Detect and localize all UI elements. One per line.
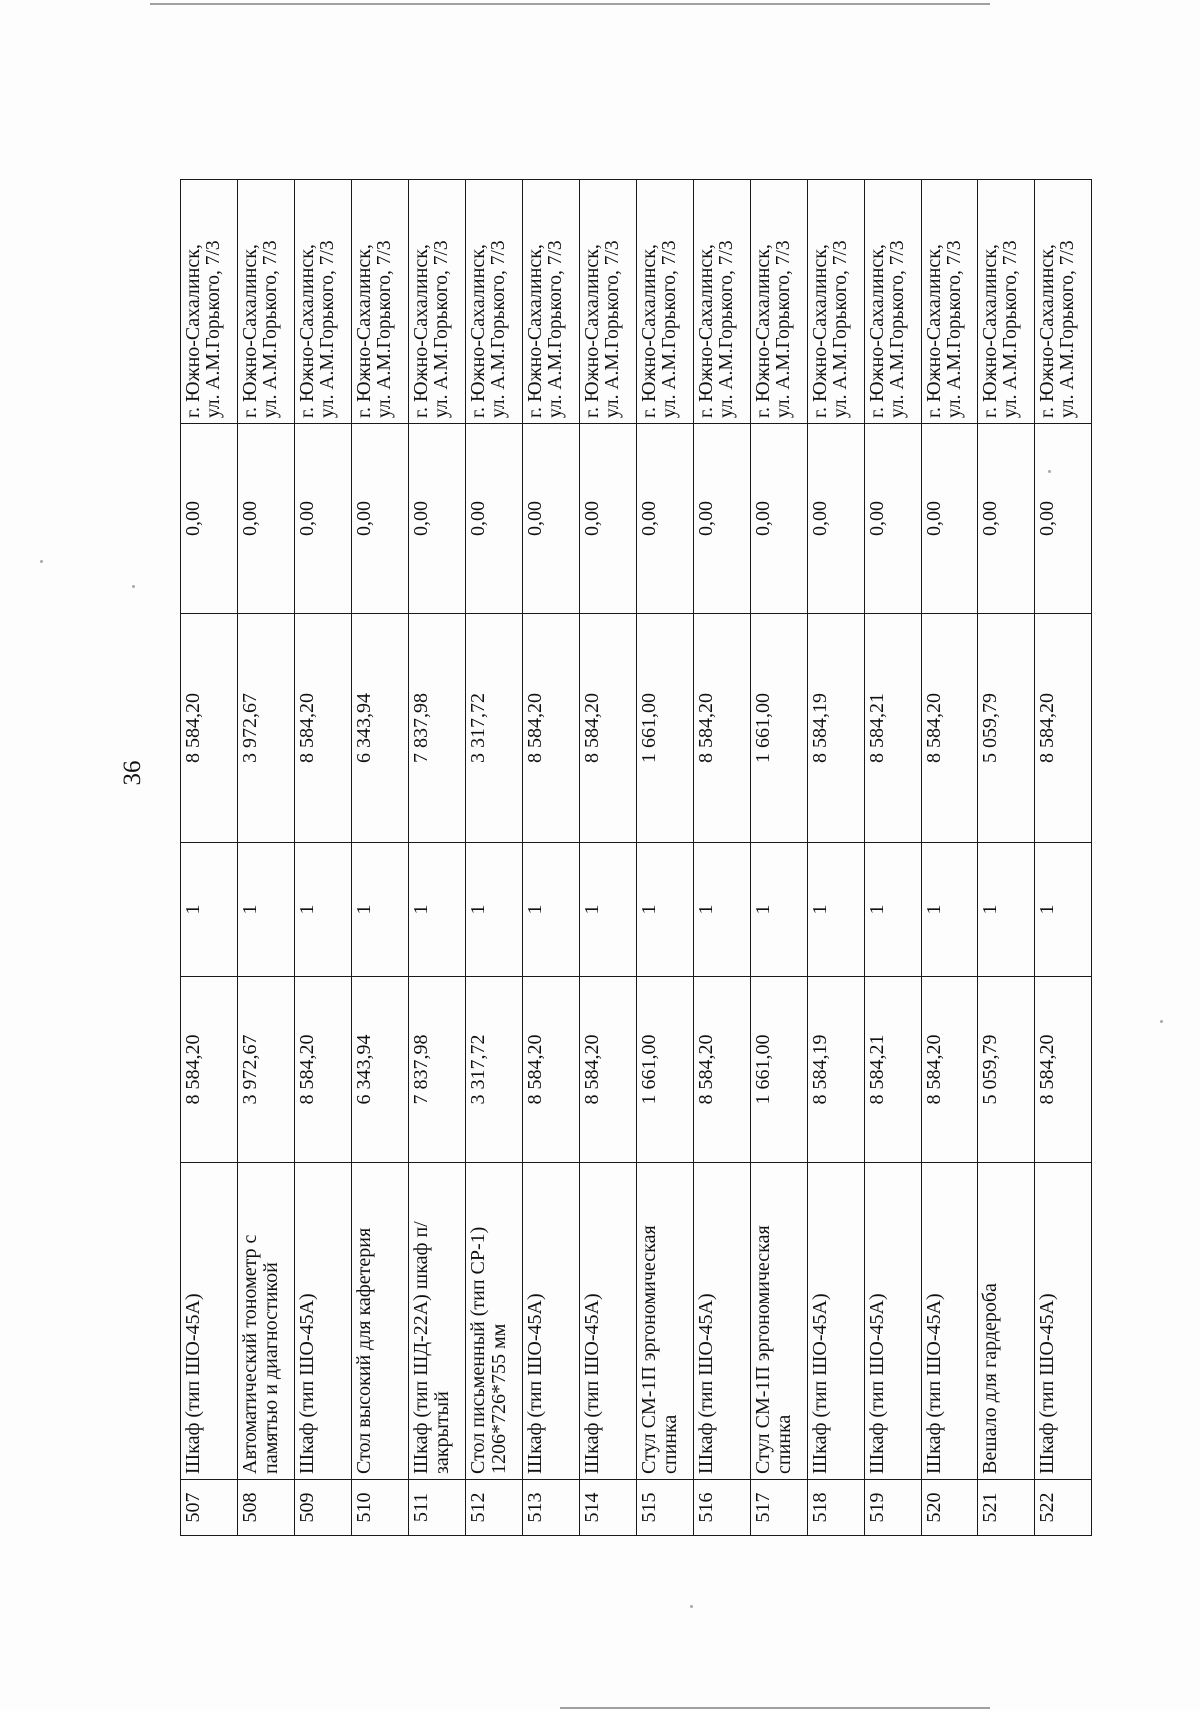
unit-value-cell: 8 584,21: [865, 977, 922, 1163]
address-cell: [295, 180, 352, 424]
quantity-cell: 1: [237, 843, 294, 977]
row-number-cell: 513: [523, 1480, 580, 1536]
total-value-cell: 8 584,20: [295, 614, 352, 843]
total-value-cell: 8 584,20: [1035, 614, 1092, 843]
total-value-cell: 8 584,20: [523, 614, 580, 843]
rotated-table-wrapper: [180, 180, 1092, 1536]
table-row: [865, 180, 922, 1536]
total-value-cell: 6 343,94: [351, 614, 408, 843]
quantity-cell: 1: [865, 843, 922, 977]
item-name-cell: Шкаф (тип ШО-45А): [523, 1163, 580, 1480]
total-value-cell: 8 584,19: [808, 614, 865, 843]
table-row: [465, 180, 522, 1536]
address-city: г. Южно-Сахалинск,: [238, 244, 261, 418]
address-cell: [750, 180, 807, 424]
scan-speck: [40, 560, 43, 563]
quantity-cell: 1: [523, 843, 580, 977]
residual-value-cell: 0,00: [351, 424, 408, 614]
item-name-cell: Стол письменный (тип СР-1) 1206*726*755 мм: [465, 1163, 522, 1480]
address-city: г. Южно-Сахалинск,: [979, 244, 1002, 418]
total-value-cell: 5 059,79: [978, 614, 1035, 843]
item-name-cell: Шкаф (тип ШО-45А): [1035, 1163, 1092, 1480]
table-row: [295, 180, 352, 1536]
row-number-cell: 519: [865, 1480, 922, 1536]
address-street: ул. А.М.Горького, 7/3: [317, 240, 339, 418]
table-row: [580, 180, 637, 1536]
item-name-cell: Шкаф (тип ШО-45А): [580, 1163, 637, 1480]
address-city: г. Южно-Сахалинск,: [352, 244, 375, 418]
row-number-cell: 507: [181, 1480, 238, 1536]
residual-value-cell: 0,00: [865, 424, 922, 614]
residual-value-cell: 0,00: [808, 424, 865, 614]
table-row: [1035, 180, 1092, 1536]
row-number-cell: 518: [808, 1480, 865, 1536]
quantity-cell: 1: [408, 843, 465, 977]
unit-value-cell: 3 972,67: [237, 977, 294, 1163]
address-street: ул. А.М.Горького, 7/3: [259, 240, 281, 418]
scan-artifact-line: [150, 3, 990, 5]
quantity-cell: 1: [580, 843, 637, 977]
address-cell: [237, 180, 294, 424]
table-row: [408, 180, 465, 1536]
table-row: [636, 180, 693, 1536]
address-cell: [1035, 180, 1092, 424]
address-cell: [808, 180, 865, 424]
address-street: ул. А.М.Горького, 7/3: [487, 240, 509, 418]
quantity-cell: 1: [750, 843, 807, 977]
unit-value-cell: 8 584,20: [295, 977, 352, 1163]
item-name-cell: Автоматический тонометр с памятью и диагностикой: [237, 1163, 294, 1480]
unit-value-cell: 8 584,20: [694, 977, 751, 1163]
address-cell: [921, 180, 978, 424]
quantity-cell: 1: [465, 843, 522, 977]
residual-value-cell: 0,00: [408, 424, 465, 614]
total-value-cell: 8 584,20: [694, 614, 751, 843]
row-number-cell: 517: [750, 1480, 807, 1536]
quantity-cell: 1: [181, 843, 238, 977]
item-name-cell: Вешало для гардероба: [978, 1163, 1035, 1480]
total-value-cell: 8 584,20: [181, 614, 238, 843]
address-city: г. Южно-Сахалинск,: [751, 244, 774, 418]
item-name-cell: Шкаф (тип ШО-45А): [865, 1163, 922, 1480]
total-value-cell: 1 661,00: [750, 614, 807, 843]
residual-value-cell: 0,00: [694, 424, 751, 614]
address-cell: [636, 180, 693, 424]
unit-value-cell: 7 837,98: [408, 977, 465, 1163]
quantity-cell: 1: [295, 843, 352, 977]
unit-value-cell: 8 584,20: [580, 977, 637, 1163]
quantity-cell: 1: [921, 843, 978, 977]
total-value-cell: 8 584,20: [580, 614, 637, 843]
address-street: ул. А.М.Горького, 7/3: [716, 240, 738, 418]
row-number-cell: 522: [1035, 1480, 1092, 1536]
residual-value-cell: 0,00: [295, 424, 352, 614]
unit-value-cell: 8 584,20: [181, 977, 238, 1163]
address-city: г. Южно-Сахалинск,: [1036, 244, 1059, 418]
address-street: ул. А.М.Горького, 7/3: [602, 240, 624, 418]
address-city: г. Южно-Сахалинск,: [296, 244, 319, 418]
residual-value-cell: 0,00: [465, 424, 522, 614]
residual-value-cell: 0,00: [978, 424, 1035, 614]
address-city: г. Южно-Сахалинск,: [466, 244, 489, 418]
table-row: [237, 180, 294, 1536]
row-number-cell: 520: [921, 1480, 978, 1536]
address-cell: [580, 180, 637, 424]
row-number-cell: 511: [408, 1480, 465, 1536]
address-city: г. Южно-Сахалинск,: [922, 244, 945, 418]
total-value-cell: 3 972,67: [237, 614, 294, 843]
table-row: [921, 180, 978, 1536]
address-street: ул. А.М.Горького, 7/3: [545, 240, 567, 418]
address-street: ул. А.М.Горького, 7/3: [830, 240, 852, 418]
row-number-cell: 516: [694, 1480, 751, 1536]
address-street: ул. А.М.Горького, 7/3: [430, 240, 452, 418]
page-number: 36: [119, 760, 146, 786]
quantity-cell: 1: [978, 843, 1035, 977]
address-city: г. Южно-Сахалинск,: [409, 244, 432, 418]
table-row: [351, 180, 408, 1536]
row-number-cell: 508: [237, 1480, 294, 1536]
address-street: ул. А.М.Горького, 7/3: [772, 240, 794, 418]
unit-value-cell: 8 584,20: [1035, 977, 1092, 1163]
residual-value-cell: 0,00: [523, 424, 580, 614]
address-cell: [978, 180, 1035, 424]
residual-value-cell: 0,00: [181, 424, 238, 614]
address-cell: [181, 180, 238, 424]
address-street: ул. А.М.Горького, 7/3: [1057, 240, 1079, 418]
address-street: ул. А.М.Горького, 7/3: [203, 240, 224, 418]
address-street: ул. А.М.Горького, 7/3: [1000, 240, 1022, 418]
address-city: г. Южно-Сахалинск,: [637, 244, 660, 418]
unit-value-cell: 8 584,19: [808, 977, 865, 1163]
residual-value-cell: 0,00: [237, 424, 294, 614]
row-number-cell: 515: [636, 1480, 693, 1536]
total-value-cell: 7 837,98: [408, 614, 465, 843]
total-value-cell: 3 317,72: [465, 614, 522, 843]
item-name-cell: Шкаф (тип ШО-45А): [295, 1163, 352, 1480]
address-city: г. Южно-Сахалинск,: [809, 244, 832, 418]
residual-value-cell: 0,00: [580, 424, 637, 614]
item-name-cell: Шкаф (тип ШО-45А): [181, 1163, 238, 1480]
total-value-cell: 1 661,00: [636, 614, 693, 843]
unit-value-cell: 1 661,00: [750, 977, 807, 1163]
item-name-cell: Шкаф (тип ШО-45А): [921, 1163, 978, 1480]
table-row: [694, 180, 751, 1536]
total-value-cell: 8 584,21: [865, 614, 922, 843]
address-cell: [465, 180, 522, 424]
scan-speck: [132, 585, 135, 588]
quantity-cell: 1: [1035, 843, 1092, 977]
address-cell: [865, 180, 922, 424]
table-row: [181, 180, 238, 1536]
address-city: г. Южно-Сахалинск,: [524, 244, 547, 418]
quantity-cell: 1: [351, 843, 408, 977]
address-city: г. Южно-Сахалинск,: [695, 244, 718, 418]
table-row: [750, 180, 807, 1536]
address-street: ул. А.М.Горького, 7/3: [658, 240, 680, 418]
unit-value-cell: 8 584,20: [523, 977, 580, 1163]
address-cell: [408, 180, 465, 424]
table-row: [523, 180, 580, 1536]
address-city: г. Южно-Сахалинск,: [581, 244, 604, 418]
table-row: [978, 180, 1035, 1536]
scan-speck: [1160, 1020, 1163, 1023]
address-cell: [694, 180, 751, 424]
item-name-cell: Шкаф (тип ШО-45А): [808, 1163, 865, 1480]
address-cell: [523, 180, 580, 424]
item-name-cell: Стул СМ-1П эргономическая спинка: [750, 1163, 807, 1480]
address-cell: [351, 180, 408, 424]
scan-artifact-line: [560, 1707, 990, 1709]
item-name-cell: Стул СМ-1П эргономическая спинка: [636, 1163, 693, 1480]
unit-value-cell: 1 661,00: [636, 977, 693, 1163]
quantity-cell: 1: [636, 843, 693, 977]
address-street: ул. А.М.Горького, 7/3: [887, 240, 909, 418]
unit-value-cell: 6 343,94: [351, 977, 408, 1163]
row-number-cell: 512: [465, 1480, 522, 1536]
item-name-cell: Шкаф (тип ШД-22А) шкаф п/закрытый: [408, 1163, 465, 1480]
address-street: ул. А.М.Горького, 7/3: [943, 240, 965, 418]
row-number-cell: 521: [978, 1480, 1035, 1536]
unit-value-cell: 5 059,79: [978, 977, 1035, 1163]
row-number-cell: 510: [351, 1480, 408, 1536]
row-number-cell: 514: [580, 1480, 637, 1536]
scan-speck: [690, 1605, 693, 1608]
unit-value-cell: 3 317,72: [465, 977, 522, 1163]
address-city: г. Южно-Сахалинск,: [182, 244, 204, 418]
residual-value-cell: 0,00: [921, 424, 978, 614]
address-city: г. Южно-Сахалинск,: [866, 244, 889, 418]
total-value-cell: 8 584,20: [921, 614, 978, 843]
item-name-cell: Шкаф (тип ШО-45А): [694, 1163, 751, 1480]
unit-value-cell: 8 584,20: [921, 977, 978, 1163]
residual-value-cell: 0,00: [636, 424, 693, 614]
residual-value-cell: 0,00: [1035, 424, 1092, 614]
table-body: [181, 180, 1092, 1536]
address-street: ул. А.М.Горького, 7/3: [373, 240, 395, 418]
quantity-cell: 1: [694, 843, 751, 977]
quantity-cell: 1: [808, 843, 865, 977]
row-number-cell: 509: [295, 1480, 352, 1536]
inventory-table: [180, 179, 1092, 1536]
residual-value-cell: 0,00: [750, 424, 807, 614]
item-name-cell: Стол высокий для кафетерия: [351, 1163, 408, 1480]
table-row: [808, 180, 865, 1536]
